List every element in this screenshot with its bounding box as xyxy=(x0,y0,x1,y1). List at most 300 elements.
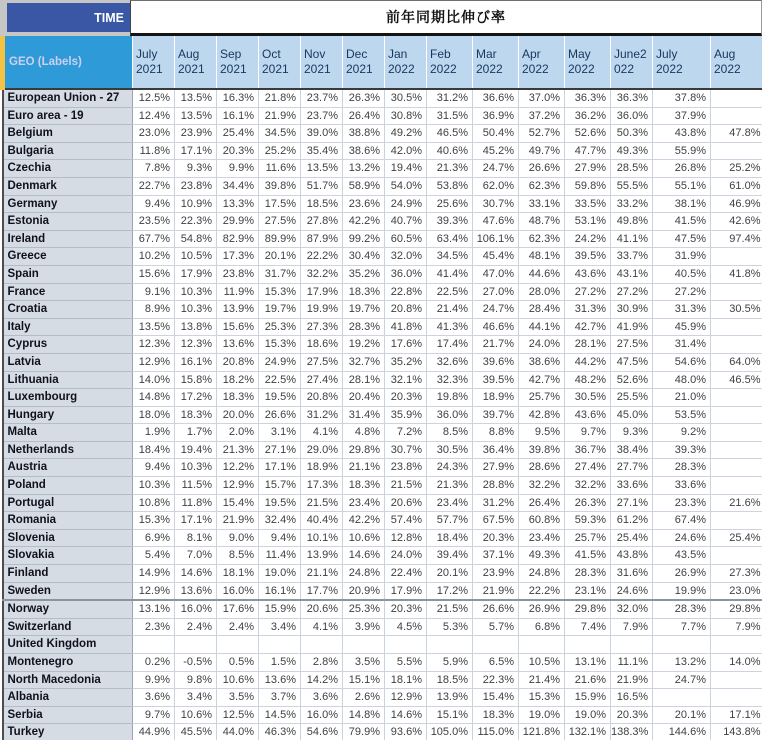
value-cell[interactable]: 50.3% xyxy=(611,125,653,143)
value-cell[interactable]: 32.0% xyxy=(385,248,427,266)
value-cell[interactable]: 9.7% xyxy=(565,424,611,442)
value-cell[interactable]: 4.1% xyxy=(301,618,343,636)
value-cell[interactable]: 39.5% xyxy=(565,248,611,266)
value-cell[interactable] xyxy=(711,89,762,107)
country-cell[interactable]: Austria xyxy=(3,459,133,477)
value-cell[interactable]: 30.8% xyxy=(385,107,427,125)
value-cell[interactable]: 16.0% xyxy=(175,600,217,618)
value-cell[interactable]: 27.2% xyxy=(611,283,653,301)
value-cell[interactable]: 27.9% xyxy=(565,160,611,178)
value-cell[interactable]: 57.7% xyxy=(427,512,473,530)
value-cell[interactable]: 24.0% xyxy=(385,547,427,565)
value-cell[interactable]: 22.3% xyxy=(175,213,217,231)
value-cell[interactable]: 19.0% xyxy=(519,706,565,724)
value-cell[interactable]: 36.6% xyxy=(473,89,519,107)
value-cell[interactable]: 43.6% xyxy=(565,406,611,424)
value-cell[interactable]: 39.4% xyxy=(427,547,473,565)
value-cell[interactable]: 23.4% xyxy=(343,494,385,512)
value-cell[interactable]: 13.5% xyxy=(301,160,343,178)
value-cell[interactable]: 39.5% xyxy=(473,371,519,389)
value-cell[interactable]: 9.9% xyxy=(133,671,175,689)
value-cell[interactable]: 10.9% xyxy=(175,195,217,213)
value-cell[interactable]: 27.3% xyxy=(301,318,343,336)
value-cell[interactable] xyxy=(133,636,175,654)
value-cell[interactable]: 4.8% xyxy=(343,424,385,442)
value-cell[interactable]: 3.4% xyxy=(175,689,217,707)
country-cell[interactable]: Spain xyxy=(3,265,133,283)
value-cell[interactable]: 4.5% xyxy=(385,618,427,636)
value-cell[interactable]: 0.5% xyxy=(217,654,259,672)
value-cell[interactable]: 15.8% xyxy=(175,371,217,389)
value-cell[interactable]: 138.3% xyxy=(611,724,653,740)
value-cell[interactable]: 26.4% xyxy=(343,107,385,125)
value-cell[interactable]: 7.2% xyxy=(385,424,427,442)
value-cell[interactable]: 12.9% xyxy=(133,353,175,371)
value-cell[interactable]: 18.3% xyxy=(343,283,385,301)
value-cell[interactable]: 2.6% xyxy=(343,689,385,707)
value-cell[interactable]: 31.5% xyxy=(427,107,473,125)
value-cell[interactable] xyxy=(711,336,762,354)
value-cell[interactable]: 9.3% xyxy=(175,160,217,178)
value-cell[interactable]: 5.3% xyxy=(427,618,473,636)
value-cell[interactable]: 22.2% xyxy=(301,248,343,266)
value-cell[interactable]: 43.5% xyxy=(653,547,711,565)
value-cell[interactable]: 26.4% xyxy=(519,494,565,512)
value-cell[interactable]: 55.5% xyxy=(611,177,653,195)
value-cell[interactable]: 59.8% xyxy=(565,177,611,195)
value-cell[interactable]: 5.5% xyxy=(385,654,427,672)
value-cell[interactable]: 33.6% xyxy=(611,477,653,495)
value-cell[interactable]: 13.1% xyxy=(565,654,611,672)
value-cell[interactable]: 51.7% xyxy=(301,177,343,195)
country-cell[interactable]: Cyprus xyxy=(3,336,133,354)
value-cell[interactable]: 79.9% xyxy=(343,724,385,740)
value-cell[interactable] xyxy=(711,689,762,707)
value-cell[interactable] xyxy=(711,459,762,477)
value-cell[interactable]: 26.6% xyxy=(259,406,301,424)
value-cell[interactable]: 7.4% xyxy=(565,618,611,636)
value-cell[interactable]: 54.8% xyxy=(175,230,217,248)
value-cell[interactable]: 3.5% xyxy=(343,654,385,672)
value-cell[interactable]: 5.7% xyxy=(473,618,519,636)
value-cell[interactable]: 23.7% xyxy=(301,89,343,107)
value-cell[interactable]: 41.8% xyxy=(385,318,427,336)
value-cell[interactable]: 16.1% xyxy=(259,582,301,600)
value-cell[interactable] xyxy=(711,547,762,565)
value-cell[interactable]: 38.6% xyxy=(519,353,565,371)
value-cell[interactable]: 32.2% xyxy=(565,477,611,495)
value-cell[interactable]: 26.8% xyxy=(653,160,711,178)
value-cell[interactable]: 82.9% xyxy=(217,230,259,248)
value-cell[interactable]: 50.4% xyxy=(473,125,519,143)
value-cell[interactable]: 29.8% xyxy=(565,600,611,618)
value-cell[interactable]: 47.7% xyxy=(565,142,611,160)
value-cell[interactable]: 24.7% xyxy=(653,671,711,689)
value-cell[interactable]: 35.4% xyxy=(301,142,343,160)
value-cell[interactable]: 14.0% xyxy=(133,371,175,389)
value-cell[interactable]: 30.5% xyxy=(385,89,427,107)
value-cell[interactable]: 13.2% xyxy=(343,160,385,178)
value-cell[interactable]: 45.0% xyxy=(611,406,653,424)
country-cell[interactable]: France xyxy=(3,283,133,301)
value-cell[interactable]: 24.8% xyxy=(343,565,385,583)
value-cell[interactable]: 27.5% xyxy=(301,353,343,371)
value-cell[interactable]: 18.9% xyxy=(473,389,519,407)
country-cell[interactable]: Turkey xyxy=(3,724,133,740)
value-cell[interactable] xyxy=(653,689,711,707)
value-cell[interactable]: 62.3% xyxy=(519,230,565,248)
value-cell[interactable]: 21.6% xyxy=(711,494,762,512)
value-cell[interactable]: 27.5% xyxy=(611,336,653,354)
value-cell[interactable]: 9.3% xyxy=(611,424,653,442)
value-cell[interactable]: 10.6% xyxy=(343,529,385,547)
value-cell[interactable]: 16.0% xyxy=(217,582,259,600)
value-cell[interactable]: 31.2% xyxy=(473,494,519,512)
value-cell[interactable]: 2.4% xyxy=(175,618,217,636)
column-header-july-2022[interactable]: July 2022 xyxy=(653,36,711,89)
value-cell[interactable]: 13.6% xyxy=(175,582,217,600)
value-cell[interactable]: 31.3% xyxy=(653,301,711,319)
value-cell[interactable]: 6.5% xyxy=(473,654,519,672)
value-cell[interactable]: 34.4% xyxy=(217,177,259,195)
value-cell[interactable]: 20.3% xyxy=(473,529,519,547)
country-cell[interactable]: Netherlands xyxy=(3,441,133,459)
value-cell[interactable]: 3.5% xyxy=(217,689,259,707)
value-cell[interactable]: 132.1% xyxy=(565,724,611,740)
value-cell[interactable]: 45.4% xyxy=(473,248,519,266)
value-cell[interactable]: 23.9% xyxy=(175,125,217,143)
value-cell[interactable]: 20.8% xyxy=(385,301,427,319)
value-cell[interactable]: 18.9% xyxy=(301,459,343,477)
value-cell[interactable]: 19.4% xyxy=(175,441,217,459)
value-cell[interactable]: 32.2% xyxy=(301,265,343,283)
value-cell[interactable]: 41.1% xyxy=(611,230,653,248)
value-cell[interactable]: 22.2% xyxy=(519,582,565,600)
value-cell[interactable]: 19.7% xyxy=(259,301,301,319)
value-cell[interactable]: 17.9% xyxy=(175,265,217,283)
value-cell[interactable]: 42.6% xyxy=(711,213,762,231)
value-cell[interactable]: 9.0% xyxy=(217,529,259,547)
value-cell[interactable]: 25.4% xyxy=(217,125,259,143)
value-cell[interactable]: 60.5% xyxy=(385,230,427,248)
value-cell[interactable]: 21.7% xyxy=(473,336,519,354)
value-cell[interactable]: 12.9% xyxy=(133,582,175,600)
value-cell[interactable]: 46.3% xyxy=(259,724,301,740)
value-cell[interactable]: 42.2% xyxy=(343,213,385,231)
value-cell[interactable]: 144.6% xyxy=(653,724,711,740)
value-cell[interactable]: 20.1% xyxy=(259,248,301,266)
value-cell[interactable]: 37.1% xyxy=(473,547,519,565)
value-cell[interactable]: 21.4% xyxy=(427,301,473,319)
value-cell[interactable] xyxy=(565,636,611,654)
value-cell[interactable]: 14.0% xyxy=(711,654,762,672)
value-cell[interactable]: 15.3% xyxy=(259,283,301,301)
value-cell[interactable]: 44.1% xyxy=(519,318,565,336)
value-cell[interactable]: 28.3% xyxy=(653,600,711,618)
value-cell[interactable]: 32.3% xyxy=(427,371,473,389)
value-cell[interactable]: 38.4% xyxy=(611,441,653,459)
value-cell[interactable]: 25.7% xyxy=(565,529,611,547)
value-cell[interactable]: 49.3% xyxy=(519,547,565,565)
value-cell[interactable]: 16.1% xyxy=(217,107,259,125)
value-cell[interactable]: 21.3% xyxy=(217,441,259,459)
value-cell[interactable]: 12.5% xyxy=(217,706,259,724)
column-header-sep-2021[interactable]: Sep 2021 xyxy=(217,36,259,89)
value-cell[interactable]: 7.7% xyxy=(653,618,711,636)
value-cell[interactable]: 13.5% xyxy=(133,318,175,336)
value-cell[interactable] xyxy=(711,424,762,442)
value-cell[interactable]: 17.9% xyxy=(385,582,427,600)
value-cell[interactable]: 32.7% xyxy=(343,353,385,371)
value-cell[interactable] xyxy=(711,283,762,301)
value-cell[interactable]: 25.5% xyxy=(611,389,653,407)
value-cell[interactable]: 33.5% xyxy=(565,195,611,213)
value-cell[interactable]: 62.3% xyxy=(519,177,565,195)
value-cell[interactable]: 13.2% xyxy=(653,654,711,672)
value-cell[interactable]: 9.1% xyxy=(133,283,175,301)
value-cell[interactable]: 22.4% xyxy=(385,565,427,583)
value-cell[interactable]: 15.3% xyxy=(519,689,565,707)
value-cell[interactable]: 52.6% xyxy=(565,125,611,143)
value-cell[interactable]: 18.1% xyxy=(385,671,427,689)
value-cell[interactable]: 19.7% xyxy=(343,301,385,319)
value-cell[interactable]: 20.3% xyxy=(217,142,259,160)
value-cell[interactable]: 45.5% xyxy=(175,724,217,740)
value-cell[interactable]: 44.9% xyxy=(133,724,175,740)
value-cell[interactable]: 45.9% xyxy=(653,318,711,336)
country-cell[interactable]: Finland xyxy=(3,565,133,583)
value-cell[interactable]: 21.9% xyxy=(473,582,519,600)
value-cell[interactable]: 46.5% xyxy=(427,125,473,143)
column-header-aug-2022[interactable]: Aug 2022 xyxy=(711,36,762,89)
column-header-july-2021[interactable]: July 2021 xyxy=(133,36,175,89)
value-cell[interactable]: 22.7% xyxy=(133,177,175,195)
country-cell[interactable]: Hungary xyxy=(3,406,133,424)
value-cell[interactable]: 0.2% xyxy=(133,654,175,672)
value-cell[interactable]: 42.0% xyxy=(385,142,427,160)
value-cell[interactable]: 25.3% xyxy=(343,600,385,618)
value-cell[interactable]: 15.9% xyxy=(259,600,301,618)
value-cell[interactable]: 49.3% xyxy=(611,142,653,160)
value-cell[interactable]: 5.9% xyxy=(427,654,473,672)
value-cell[interactable]: 38.8% xyxy=(343,125,385,143)
value-cell[interactable]: 3.7% xyxy=(259,689,301,707)
value-cell[interactable]: 32.2% xyxy=(519,477,565,495)
value-cell[interactable]: 105.0% xyxy=(427,724,473,740)
value-cell[interactable]: 11.4% xyxy=(259,547,301,565)
country-cell[interactable]: Denmark xyxy=(3,177,133,195)
value-cell[interactable]: 18.2% xyxy=(217,371,259,389)
value-cell[interactable]: 42.7% xyxy=(565,318,611,336)
value-cell[interactable]: 23.3% xyxy=(653,494,711,512)
value-cell[interactable]: 18.5% xyxy=(427,671,473,689)
value-cell[interactable]: 25.2% xyxy=(711,160,762,178)
value-cell[interactable]: 21.5% xyxy=(385,477,427,495)
value-cell[interactable]: 10.3% xyxy=(133,477,175,495)
value-cell[interactable] xyxy=(711,477,762,495)
value-cell[interactable]: 18.1% xyxy=(217,565,259,583)
value-cell[interactable]: 14.2% xyxy=(301,671,343,689)
value-cell[interactable]: 16.5% xyxy=(611,689,653,707)
value-cell[interactable]: 40.7% xyxy=(385,213,427,231)
value-cell[interactable]: 54.6% xyxy=(301,724,343,740)
value-cell[interactable]: 9.9% xyxy=(217,160,259,178)
value-cell[interactable]: 97.4% xyxy=(711,230,762,248)
value-cell[interactable]: 41.3% xyxy=(427,318,473,336)
value-cell[interactable]: 10.3% xyxy=(175,459,217,477)
country-cell[interactable]: Slovenia xyxy=(3,529,133,547)
country-cell[interactable]: Ireland xyxy=(3,230,133,248)
value-cell[interactable] xyxy=(711,441,762,459)
country-cell[interactable]: Portugal xyxy=(3,494,133,512)
value-cell[interactable]: 27.1% xyxy=(611,494,653,512)
value-cell[interactable]: 17.1% xyxy=(175,142,217,160)
value-cell[interactable]: 43.8% xyxy=(653,125,711,143)
value-cell[interactable]: 23.8% xyxy=(385,459,427,477)
value-cell[interactable]: 21.6% xyxy=(565,671,611,689)
value-cell[interactable]: 9.7% xyxy=(133,706,175,724)
value-cell[interactable]: 63.4% xyxy=(427,230,473,248)
value-cell[interactable]: 55.1% xyxy=(653,177,711,195)
value-cell[interactable]: 36.0% xyxy=(611,107,653,125)
value-cell[interactable]: 15.7% xyxy=(259,477,301,495)
country-cell[interactable]: Greece xyxy=(3,248,133,266)
value-cell[interactable]: 52.7% xyxy=(519,125,565,143)
value-cell[interactable]: 15.4% xyxy=(217,494,259,512)
country-cell[interactable]: Sweden xyxy=(3,582,133,600)
value-cell[interactable]: 22.8% xyxy=(385,283,427,301)
value-cell[interactable]: 17.9% xyxy=(301,283,343,301)
value-cell[interactable]: 3.6% xyxy=(133,689,175,707)
country-cell[interactable]: Bulgaria xyxy=(3,142,133,160)
value-cell[interactable]: 25.6% xyxy=(427,195,473,213)
country-cell[interactable]: Norway xyxy=(3,600,133,618)
value-cell[interactable]: 8.5% xyxy=(217,547,259,565)
value-cell[interactable]: 26.6% xyxy=(519,160,565,178)
value-cell[interactable]: 47.5% xyxy=(611,353,653,371)
value-cell[interactable]: 17.2% xyxy=(175,389,217,407)
value-cell[interactable]: 21.9% xyxy=(217,512,259,530)
value-cell[interactable] xyxy=(711,389,762,407)
value-cell[interactable]: 54.6% xyxy=(653,353,711,371)
table-title[interactable]: 前年同期比伸び率 xyxy=(130,0,762,36)
value-cell[interactable]: 19.2% xyxy=(343,336,385,354)
country-cell[interactable]: Euro area - 19 xyxy=(3,107,133,125)
value-cell[interactable]: 7.8% xyxy=(133,160,175,178)
value-cell[interactable]: 24.9% xyxy=(259,353,301,371)
value-cell[interactable]: 7.9% xyxy=(611,618,653,636)
value-cell[interactable]: 32.0% xyxy=(611,600,653,618)
value-cell[interactable]: 27.0% xyxy=(473,283,519,301)
country-cell[interactable]: Latvia xyxy=(3,353,133,371)
value-cell[interactable]: 13.9% xyxy=(301,547,343,565)
value-cell[interactable]: 11.9% xyxy=(217,283,259,301)
value-cell[interactable]: 20.8% xyxy=(301,389,343,407)
value-cell[interactable]: 21.4% xyxy=(519,671,565,689)
value-cell[interactable]: 20.6% xyxy=(301,600,343,618)
value-cell[interactable]: 16.0% xyxy=(301,706,343,724)
value-cell[interactable]: 7.0% xyxy=(175,547,217,565)
value-cell[interactable]: 47.8% xyxy=(711,125,762,143)
value-cell[interactable]: 2.0% xyxy=(217,424,259,442)
value-cell[interactable]: 48.2% xyxy=(565,371,611,389)
value-cell[interactable]: 106.1% xyxy=(473,230,519,248)
value-cell[interactable]: 28.3% xyxy=(565,565,611,583)
value-cell[interactable]: 39.6% xyxy=(473,353,519,371)
value-cell[interactable]: 64.0% xyxy=(711,353,762,371)
value-cell[interactable]: 12.8% xyxy=(385,529,427,547)
value-cell[interactable]: 17.1% xyxy=(259,459,301,477)
value-cell[interactable]: 14.8% xyxy=(133,389,175,407)
value-cell[interactable]: 61.0% xyxy=(711,177,762,195)
value-cell[interactable]: 23.1% xyxy=(565,582,611,600)
value-cell[interactable]: 35.2% xyxy=(385,353,427,371)
value-cell[interactable]: 18.4% xyxy=(133,441,175,459)
value-cell[interactable]: 37.8% xyxy=(653,89,711,107)
value-cell[interactable]: 36.3% xyxy=(565,89,611,107)
value-cell[interactable]: 24.3% xyxy=(427,459,473,477)
value-cell[interactable]: 2.4% xyxy=(217,618,259,636)
value-cell[interactable]: 17.3% xyxy=(301,477,343,495)
value-cell[interactable]: 24.6% xyxy=(611,582,653,600)
column-header-june2-022[interactable]: June2 022 xyxy=(611,36,653,89)
value-cell[interactable]: 36.9% xyxy=(473,107,519,125)
value-cell[interactable]: 46.6% xyxy=(473,318,519,336)
value-cell[interactable]: 12.4% xyxy=(133,107,175,125)
value-cell[interactable]: 44.0% xyxy=(217,724,259,740)
value-cell[interactable]: 38.1% xyxy=(653,195,711,213)
value-cell[interactable]: 43.8% xyxy=(611,547,653,565)
value-cell[interactable]: 22.5% xyxy=(427,283,473,301)
value-cell[interactable]: 26.9% xyxy=(653,565,711,583)
value-cell[interactable]: 47.0% xyxy=(473,265,519,283)
country-cell[interactable]: European Union - 27 xyxy=(3,89,133,107)
value-cell[interactable]: 21.3% xyxy=(427,160,473,178)
country-cell[interactable]: Croatia xyxy=(3,301,133,319)
value-cell[interactable]: 10.5% xyxy=(519,654,565,672)
value-cell[interactable]: 17.6% xyxy=(385,336,427,354)
value-cell[interactable]: 25.2% xyxy=(259,142,301,160)
value-cell[interactable]: 18.3% xyxy=(175,406,217,424)
value-cell[interactable]: 39.7% xyxy=(473,406,519,424)
column-header-jan-2022[interactable]: Jan 2022 xyxy=(385,36,427,89)
value-cell[interactable]: 30.9% xyxy=(611,301,653,319)
value-cell[interactable]: 14.8% xyxy=(343,706,385,724)
value-cell[interactable]: 28.4% xyxy=(519,301,565,319)
value-cell[interactable]: 42.2% xyxy=(343,512,385,530)
value-cell[interactable]: 14.6% xyxy=(343,547,385,565)
value-cell[interactable]: 44.2% xyxy=(565,353,611,371)
value-cell[interactable]: 33.1% xyxy=(519,195,565,213)
country-cell[interactable]: Belgium xyxy=(3,125,133,143)
value-cell[interactable]: 36.7% xyxy=(565,441,611,459)
value-cell[interactable]: 14.9% xyxy=(133,565,175,583)
value-cell[interactable]: 27.2% xyxy=(565,283,611,301)
value-cell[interactable]: 1.7% xyxy=(175,424,217,442)
value-cell[interactable]: -0.5% xyxy=(175,654,217,672)
value-cell[interactable]: 24.8% xyxy=(519,565,565,583)
value-cell[interactable] xyxy=(301,636,343,654)
value-cell[interactable]: 10.6% xyxy=(175,706,217,724)
value-cell[interactable]: 10.2% xyxy=(133,248,175,266)
value-cell[interactable]: 10.3% xyxy=(175,283,217,301)
value-cell[interactable]: 39.8% xyxy=(259,177,301,195)
value-cell[interactable]: 13.6% xyxy=(217,336,259,354)
value-cell[interactable]: 3.4% xyxy=(259,618,301,636)
value-cell[interactable]: 21.1% xyxy=(343,459,385,477)
value-cell[interactable] xyxy=(711,318,762,336)
value-cell[interactable] xyxy=(711,107,762,125)
